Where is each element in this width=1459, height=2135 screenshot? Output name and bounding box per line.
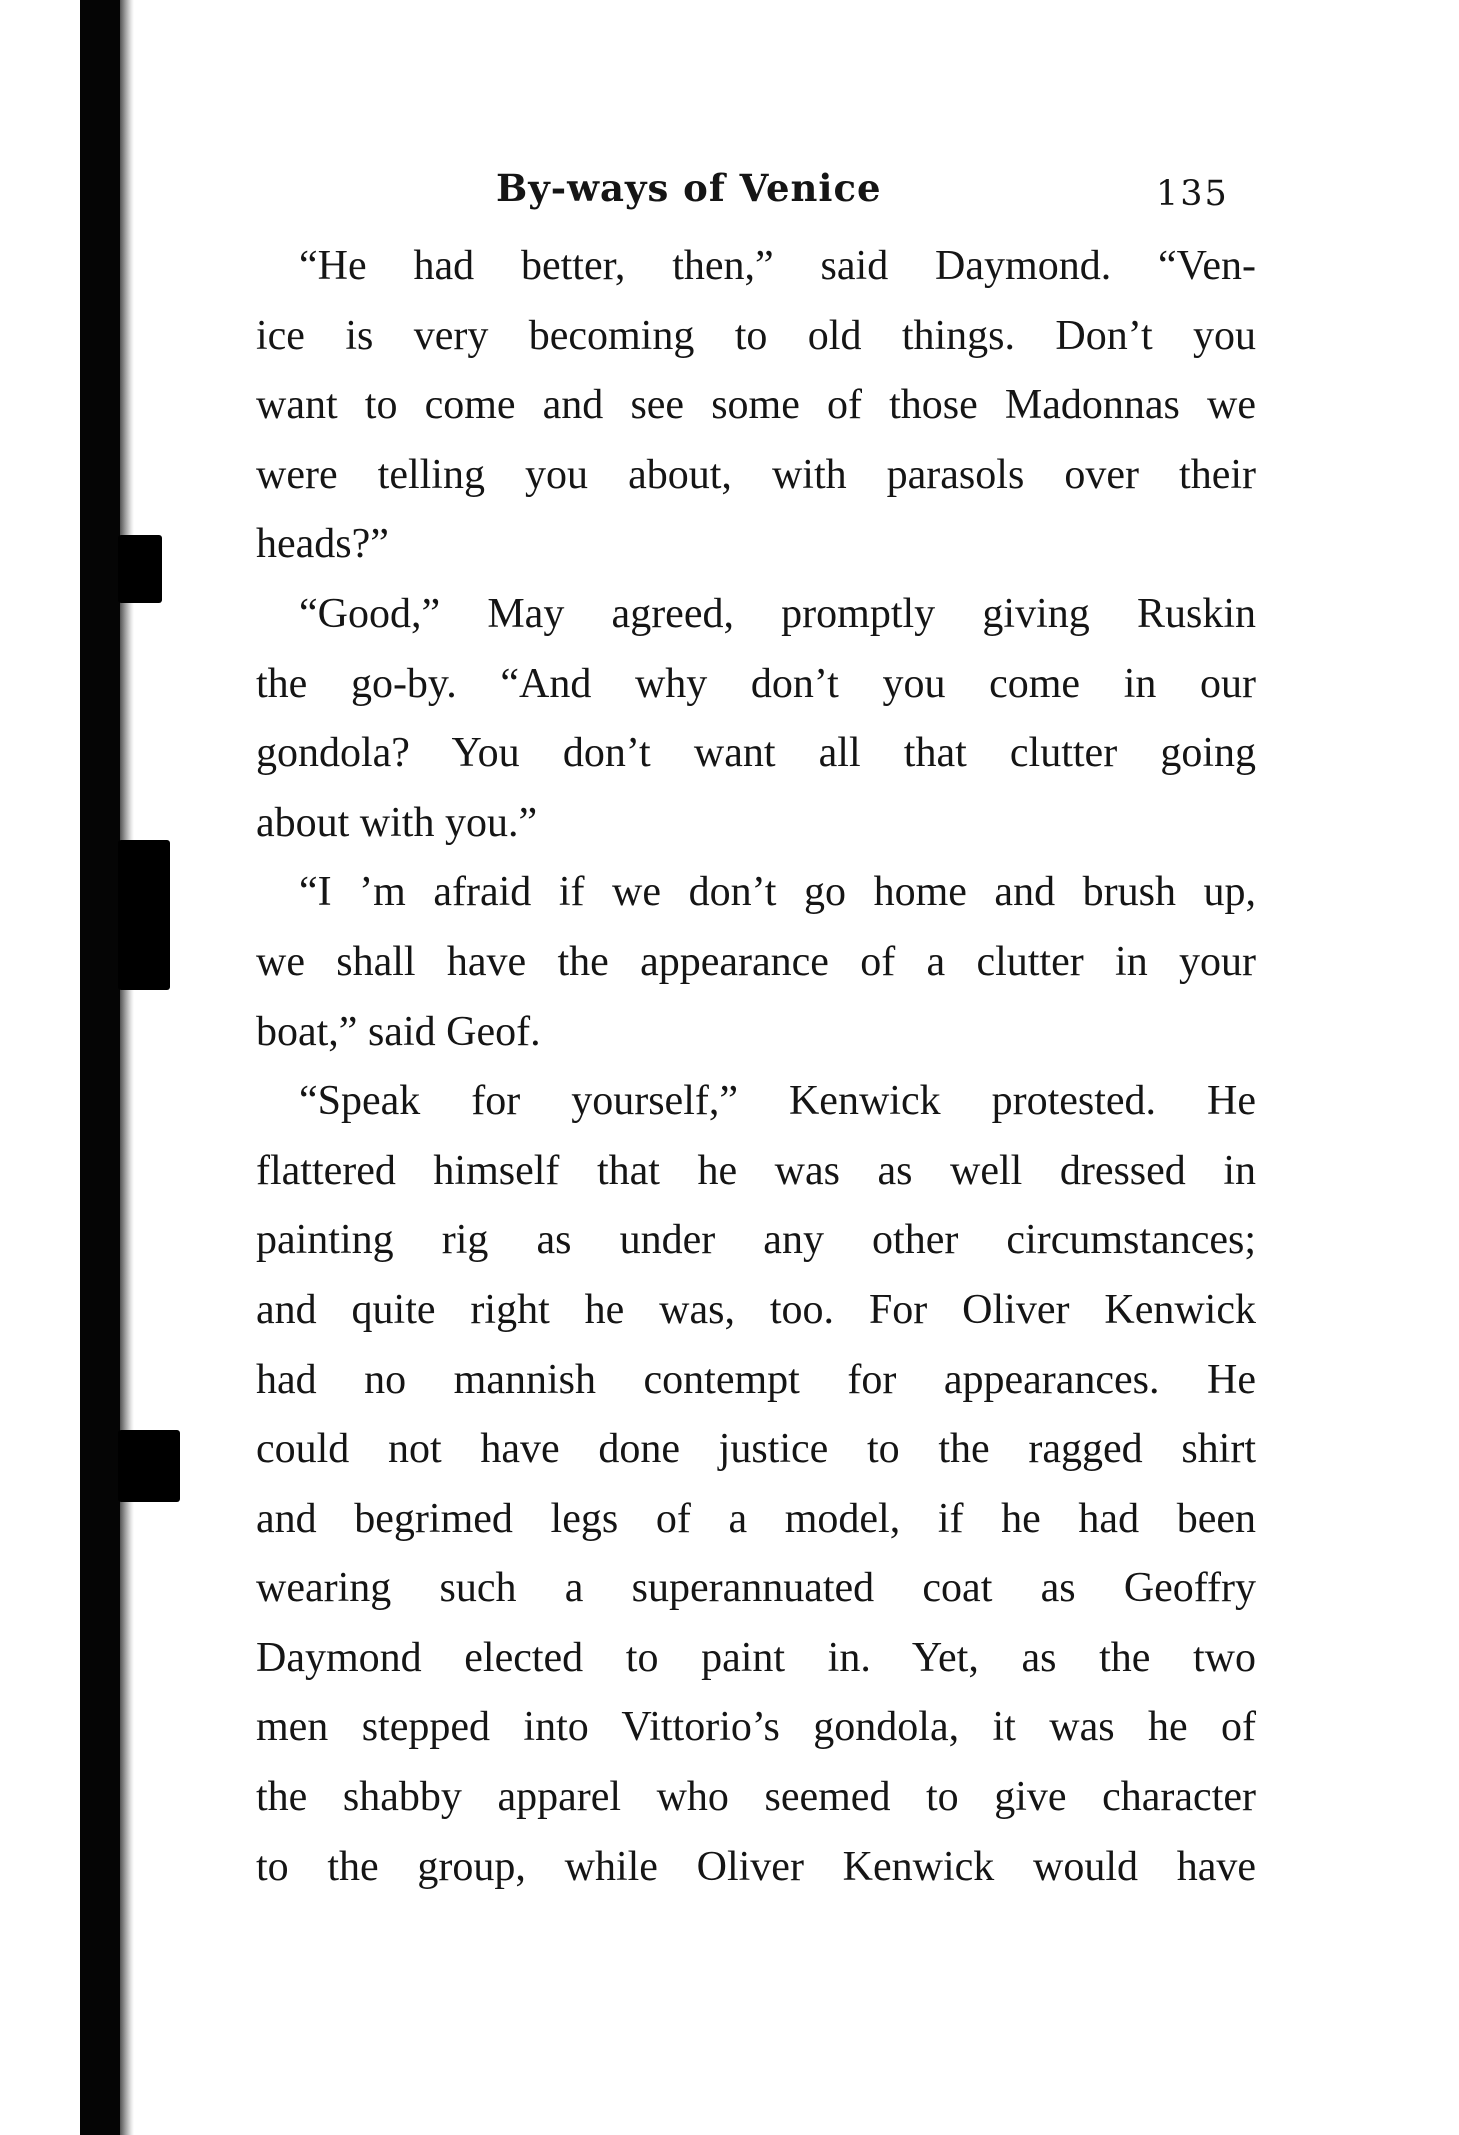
text-line: painting rig as under any other circumstances; [256,1217,1256,1264]
text-line: “He had better, then,” said Daymond. “Ven- [299,243,1256,289]
text-line: and quite right he was, too. For Oliver Kenwick [256,1286,1256,1333]
scan-binding-blot [118,840,170,990]
text-line: the go-by. “And why don’t you come in our [256,660,1256,707]
text-line: had no mannish contempt for appearances. He [256,1356,1256,1403]
text-line: and begrimed legs of a model, if he had been [256,1495,1256,1542]
running-title: By-ways of Venice [496,166,882,210]
running-head [256,160,1256,232]
text-line: “Speak for yourself,” Kenwick protested. He [299,1078,1256,1125]
body-text [256,232,1256,1902]
text-line: want to come and see some of those Madonnas we [256,382,1256,429]
text-line: “Good,” May agreed, promptly giving Ruskin [299,590,1256,637]
scan-binding-edge [120,0,134,2135]
text-line: gondola? You don’t want all that clutter going [256,730,1256,777]
text-line: ice is very becoming to old things. Don’t you [256,312,1256,359]
text-line: the shabby apparel who seemed to give character [256,1774,1256,1821]
page-number: 135 [1156,174,1229,214]
text-line: men stepped into Vittorio’s gondola, it was he of [256,1704,1256,1751]
text-line: we shall have the appearance of a clutter in your [256,938,1256,985]
scan-binding-blot [118,1430,180,1502]
text-line: about with you.” [256,799,538,846]
text-line: boat,” said Geof. [256,1008,541,1055]
text-line: to the group, while Oliver Kenwick would have [256,1843,1256,1890]
text-line: were telling you about, with parasols over their [256,451,1256,498]
text-line: could not have done justice to the ragged shirt [256,1426,1256,1473]
scan-binding-blot [118,535,162,603]
text-line: wearing such a superannuated coat as Geoffry [256,1565,1256,1612]
text-line: flattered himself that he was as well dressed in [256,1147,1256,1194]
scan-binding-shadow [80,0,120,2135]
text-line: Daymond elected to paint in. Yet, as the two [256,1634,1256,1681]
text-line: “I ’m afraid if we don’t go home and brush up, [299,869,1256,916]
text-line: heads?” [256,521,389,568]
